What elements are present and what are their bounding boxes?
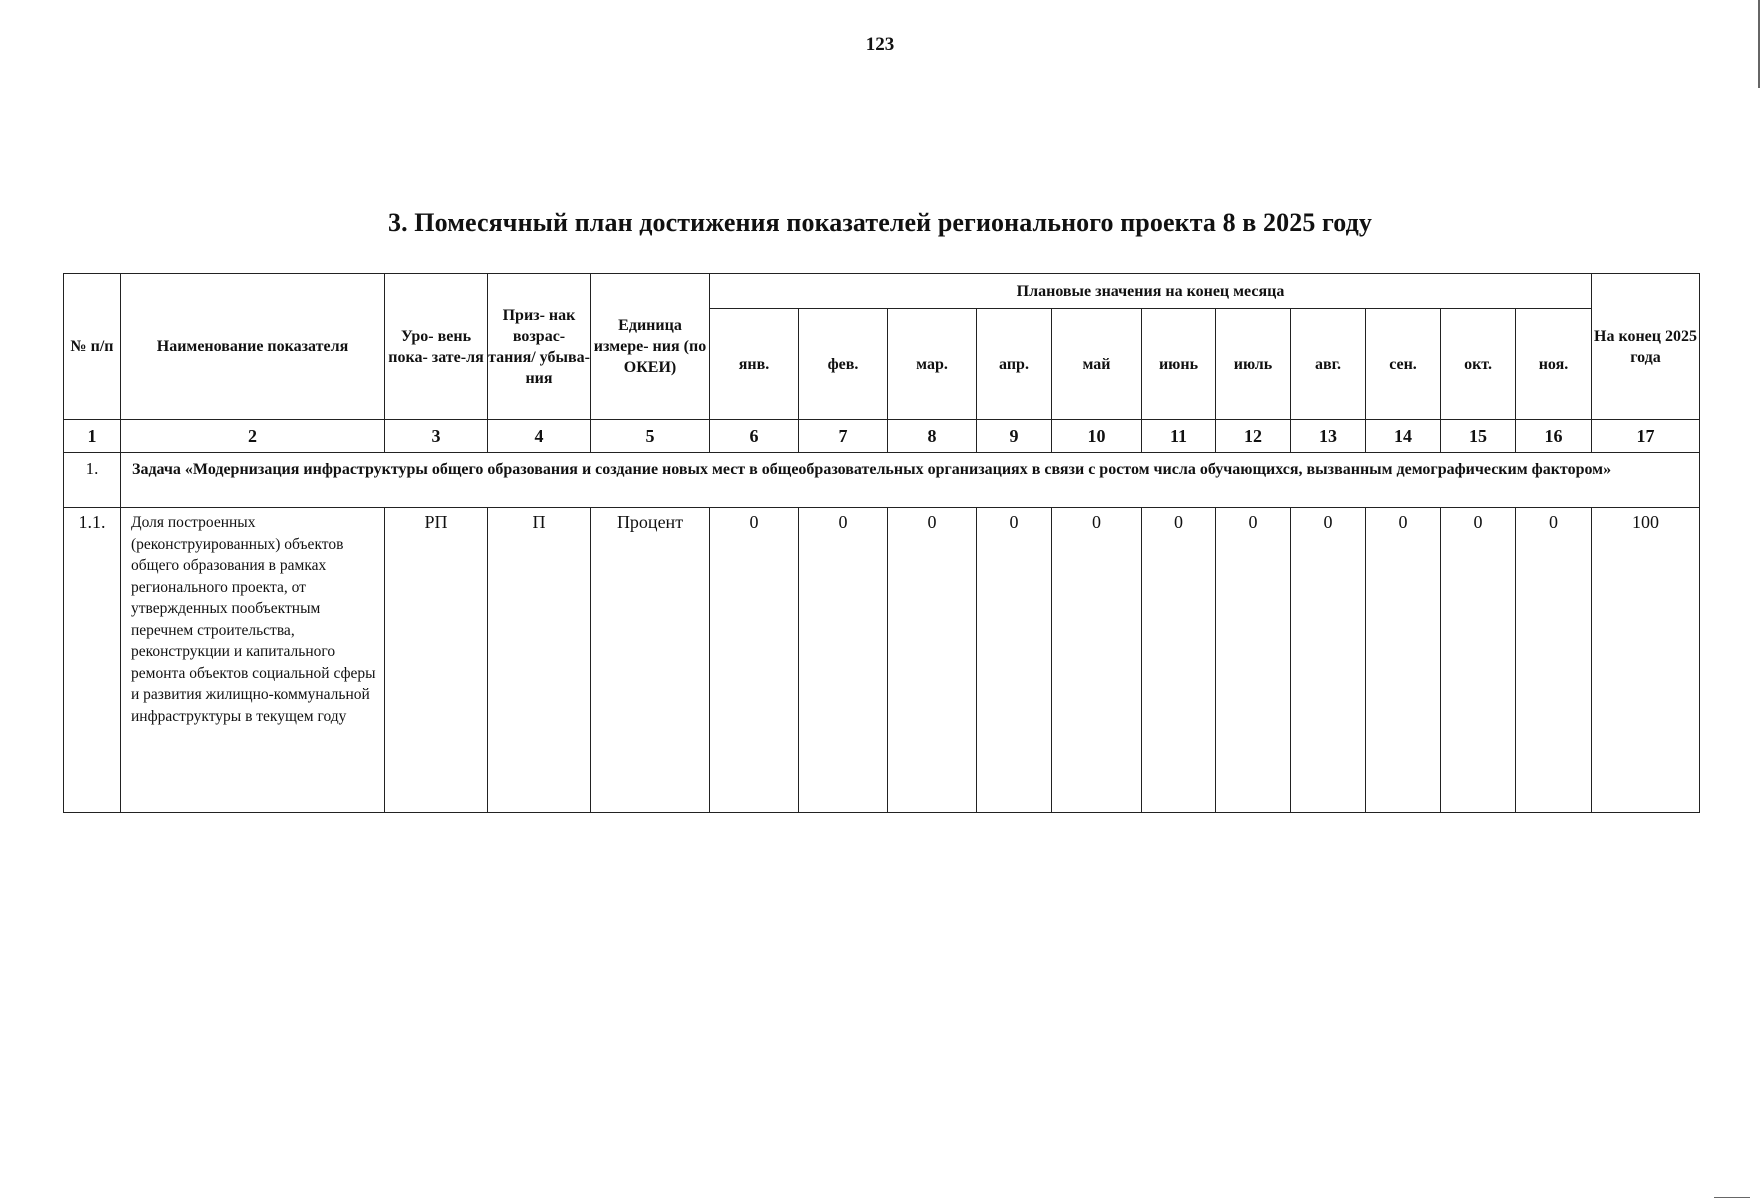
header-num: № п/п — [64, 274, 121, 420]
monthly-value: 0 — [1291, 508, 1366, 813]
column-number: 5 — [591, 420, 710, 453]
year-end-value: 100 — [1592, 508, 1700, 813]
column-number: 7 — [799, 420, 888, 453]
monthly-value: 0 — [710, 508, 799, 813]
column-number: 16 — [1516, 420, 1592, 453]
column-number: 1 — [64, 420, 121, 453]
monthly-value: 0 — [799, 508, 888, 813]
header-month: окт. — [1441, 309, 1516, 420]
task-row — [64, 453, 1700, 508]
column-number: 15 — [1441, 420, 1516, 453]
column-number: 8 — [888, 420, 977, 453]
page-title: 3. Помесячный план достижения показателей регионального проекта 8 в 2025 году — [388, 208, 1372, 237]
header-level: Уро- вень пока- зате-ля — [385, 274, 488, 420]
header-month: май — [1052, 309, 1142, 420]
scan-edge-mark — [1714, 1197, 1750, 1198]
indicator-sign: П — [488, 508, 591, 813]
indicator-unit: Процент — [591, 508, 710, 813]
monthly-value: 0 — [888, 508, 977, 813]
header-unit: Единица измере- ния (по ОКЕИ) — [591, 274, 710, 420]
monthly-value: 0 — [1052, 508, 1142, 813]
header-month: июль — [1216, 309, 1291, 420]
header-month: июнь — [1142, 309, 1216, 420]
column-number: 17 — [1592, 420, 1700, 453]
column-number: 14 — [1366, 420, 1441, 453]
monthly-plan-table — [63, 273, 1700, 813]
header-plan-group: Плановые значения на конец месяца — [710, 274, 1592, 309]
task-number: 1. — [64, 453, 121, 508]
monthly-value: 0 — [1216, 508, 1291, 813]
column-number: 2 — [121, 420, 385, 453]
indicator-row — [64, 508, 1700, 813]
column-number: 6 — [710, 420, 799, 453]
header-month: янв. — [710, 309, 799, 420]
monthly-value: 0 — [1366, 508, 1441, 813]
column-number: 12 — [1216, 420, 1291, 453]
header-month: апр. — [977, 309, 1052, 420]
page-number: 123 — [865, 34, 895, 55]
column-number: 13 — [1291, 420, 1366, 453]
column-number: 3 — [385, 420, 488, 453]
header-month: мар. — [888, 309, 977, 420]
header-month: ноя. — [1516, 309, 1592, 420]
monthly-value: 0 — [1441, 508, 1516, 813]
header-sign: Приз- нак возрас- тания/ убыва- ния — [488, 274, 591, 420]
indicator-level: РП — [385, 508, 488, 813]
column-number: 9 — [977, 420, 1052, 453]
header-month: сен. — [1366, 309, 1441, 420]
monthly-value: 0 — [1142, 508, 1216, 813]
header-month: авг. — [1291, 309, 1366, 420]
task-text: Задача «Модернизация инфраструктуры общего образования и создание новых мест в общеобразовательных организациях в связи с ростом числа обучающихся, вызванным демографическим фактором» — [121, 453, 1700, 508]
header-name: Наименование показателя — [121, 274, 385, 420]
monthly-value: 0 — [977, 508, 1052, 813]
column-numbers-row — [64, 420, 1700, 453]
indicator-number: 1.1. — [64, 508, 121, 813]
monthly-value: 0 — [1516, 508, 1592, 813]
header-month: фев. — [799, 309, 888, 420]
indicator-name: Доля построенных (реконструированных) объектов общего образования в рамках регионального проекта, от утвержденных пообъектным перечнем строительства, реконструкции и капитального ремонта объектов социальной сферы и развития жилищно-коммунальной инфраструктуры в текущем году — [121, 508, 385, 813]
column-number: 4 — [488, 420, 591, 453]
column-number: 11 — [1142, 420, 1216, 453]
column-number: 10 — [1052, 420, 1142, 453]
header-year-end: На конец 2025 года — [1592, 274, 1700, 420]
